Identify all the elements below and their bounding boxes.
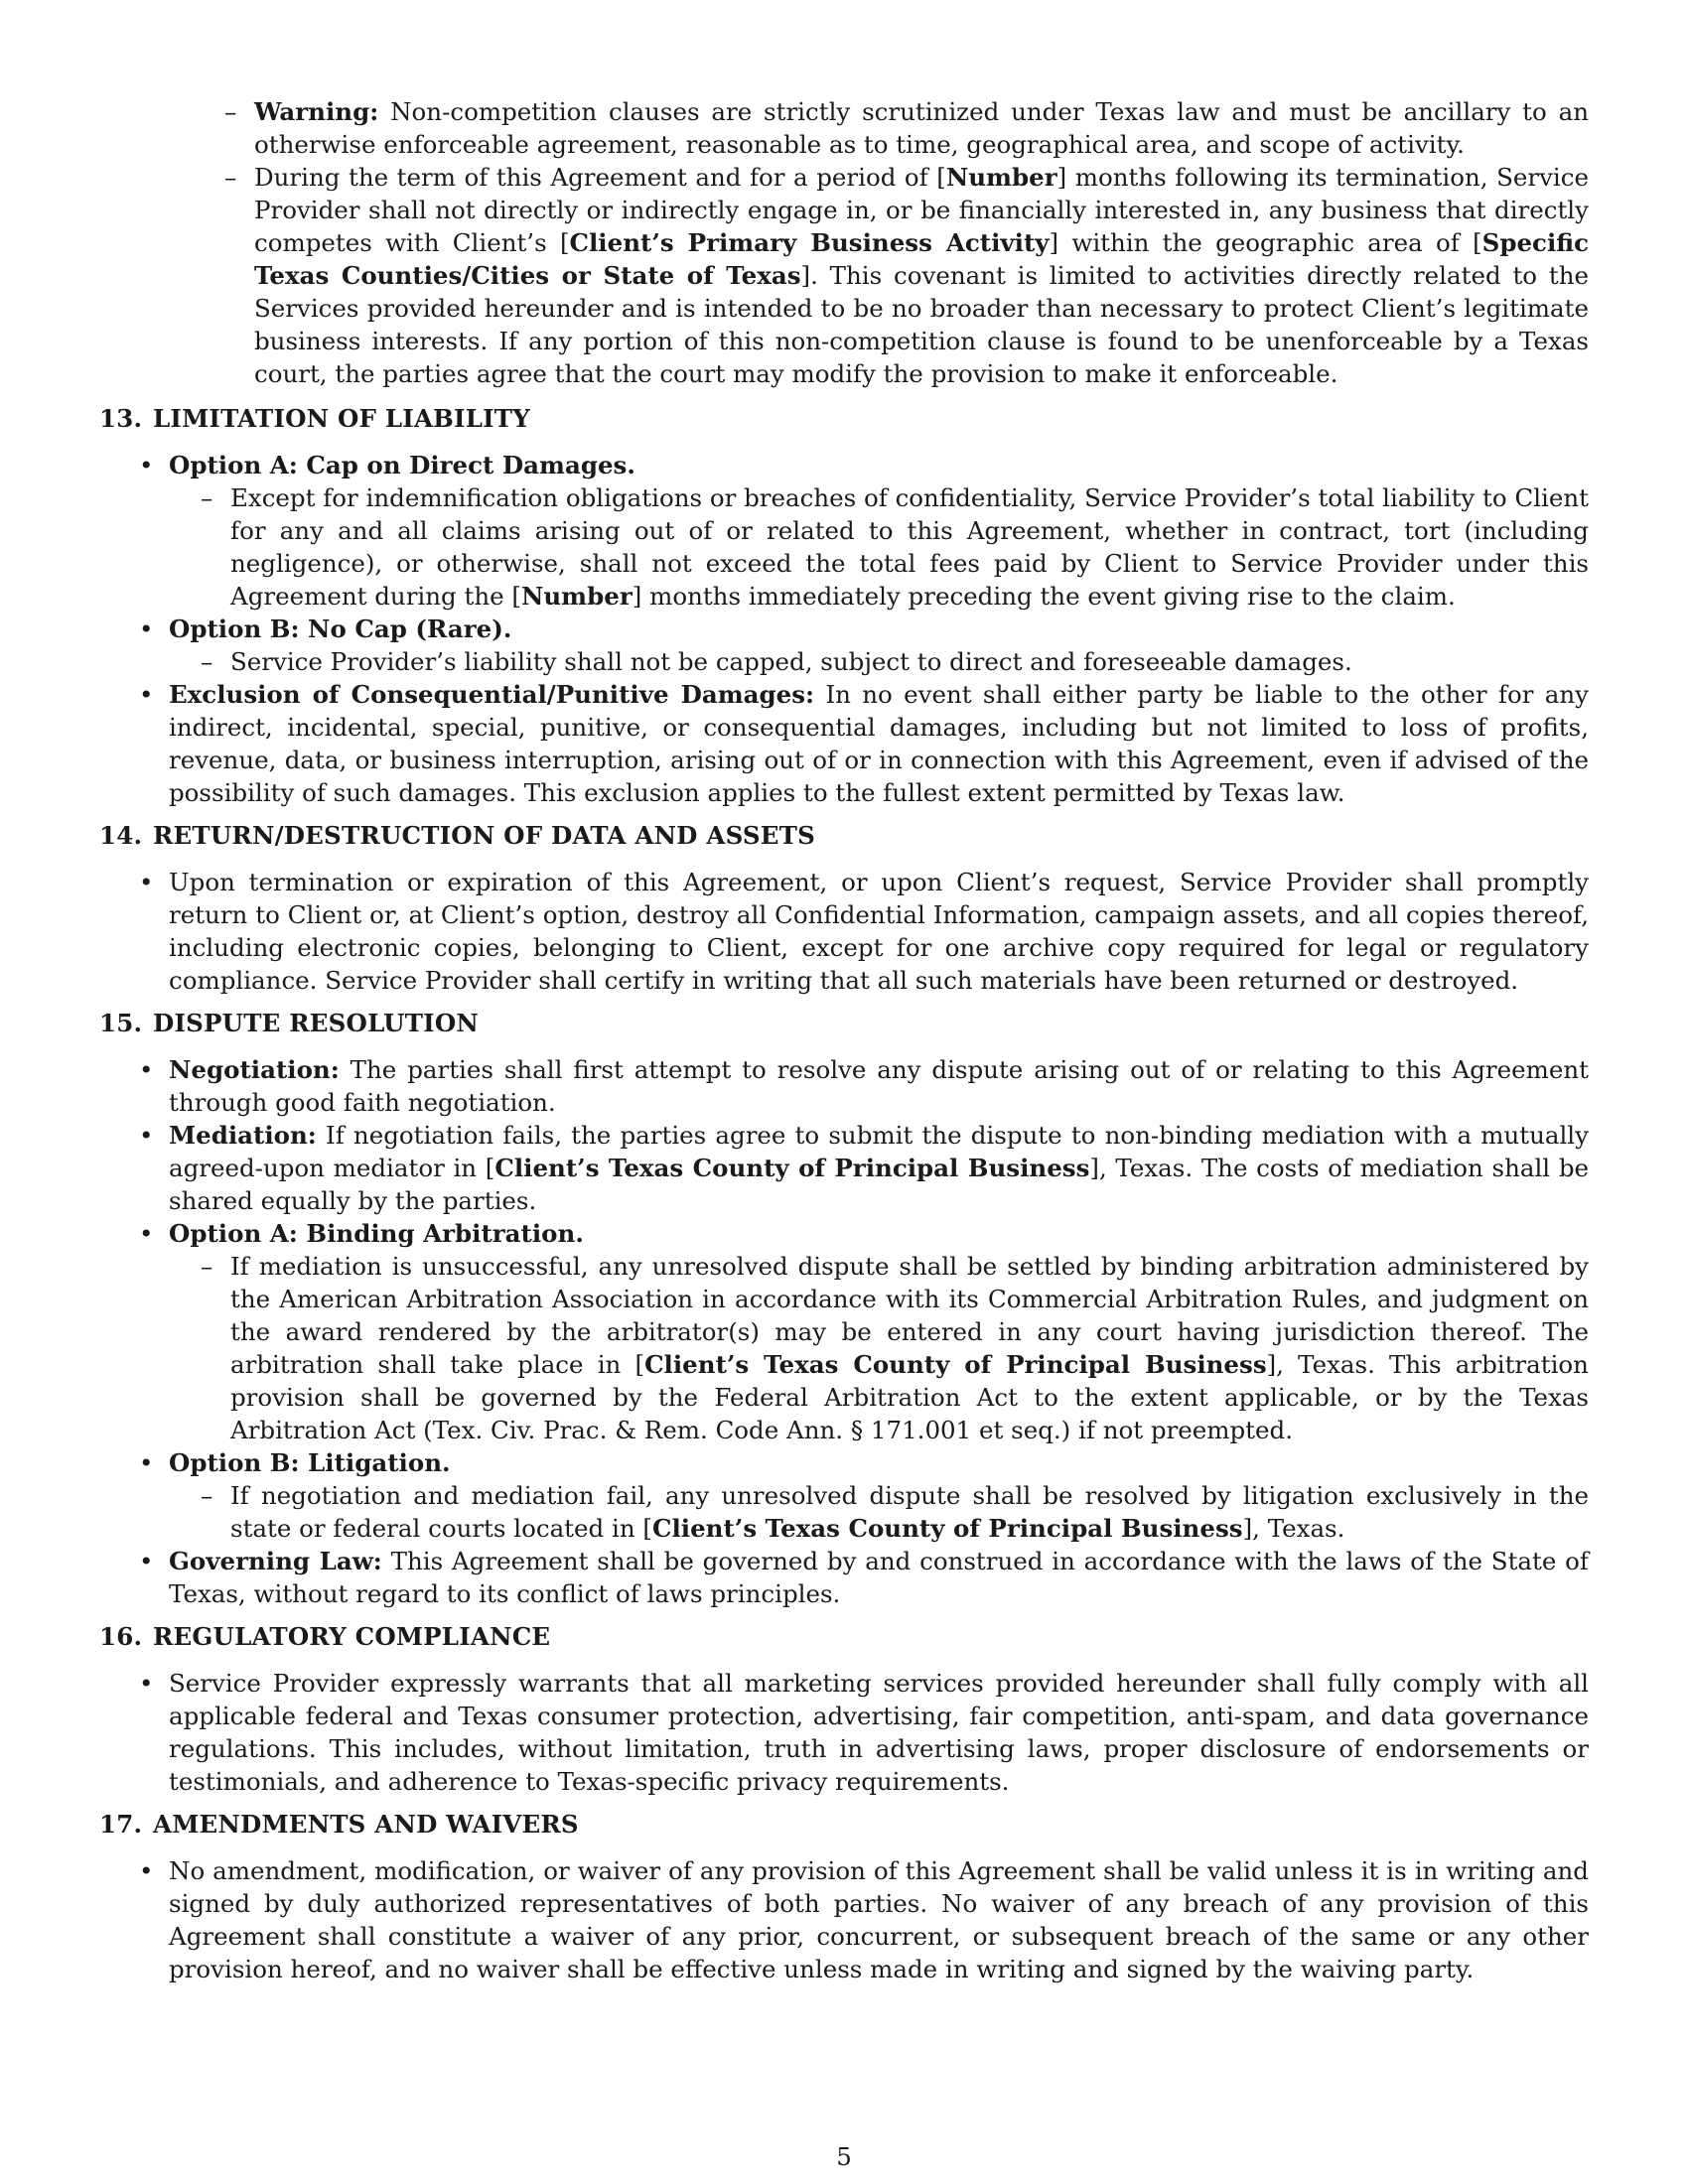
page-number: 5 bbox=[836, 2142, 852, 2171]
list-item: • No amendment, modification, or waiver of any provision of this Agreement shall be valid unless it is in writing and signed by duly authorized representatives of both parties. No waiver of any breach of any provision of this Agreement shall constitute a waiver of any prior, concurrent, or subsequent breach of the same or any other provision hereof, and no waiver shall be effective unless made in writing and signed by the waiving party. bbox=[99, 1854, 1589, 1985]
sub-list-item: – If mediation is unsuccessful, any unresolved dispute shall be settled by binding arbitration administered by the American Arbitration Association in accordance with its Commercial Arbitration Rules, and judgment on the award rendered by the arbitrator(s) may be entered in any court having jurisdiction thereof. The arbitration shall take place in [Client’s Texas County of Principal Business], Texas. This arbitration provision shall be governed by the Federal Arbitration Act to the extent applicable, or by the Texas Arbitration Act (Tex. Civ. Prac. & Rem. Code Ann. § 171.001 et seq.) if not preempted. bbox=[169, 1250, 1589, 1446]
section-heading: 15. DISPUTE RESOLUTION bbox=[99, 1009, 479, 1037]
document-page bbox=[99, 95, 1589, 1985]
sub-list-item: – Except for indemnification obligations or breaches of confidentiality, Service Provider’s total liability to Client for any and all claims arising out of or related to this Agreement, whether in contract, tort (including negligence), or otherwise, shall not exceed the total fees paid by Client to Service Provider under this Agreement during the [Number] months immediately preceding the event giving rise to the claim. bbox=[169, 481, 1589, 613]
list-item: • Governing Law: This Agreement shall be governed by and construed in accordance with the laws of the State of Texas, without regard to its conflict of laws principles. bbox=[99, 1545, 1589, 1610]
list-item: • Service Provider expressly warrants that all marketing services provided hereunder shall fully comply with all applicable federal and Texas consumer protection, advertising, fair competition, anti-spam, and data governance regulations. This includes, without limitation, truth in advertising laws, proper disclosure of endorsements or testimonials, and adherence to Texas-specific privacy requirements. bbox=[99, 1667, 1589, 1798]
section-heading: 13. LIMITATION OF LIABILITY bbox=[99, 404, 530, 433]
list-item: • Option A: Binding Arbitration. – If mediation is unsuccessful, any unresolved dispute shall be settled by binding arbitration administered by the American Arbitration Association in accordance with its Commercial Arbitration Rules, and judgment on the award rendered by the arbitrator(s) may be entered in any court having jurisdiction thereof. The arbitration shall take place in [Client’s Texas County of Principal Business], Texas. This arbitration provision shall be governed by the Federal Arbitration Act to the extent applicable, or by the Texas Arbitration Act (Tex. Civ. Prac. & Rem. Code Ann. § 171.001 et seq.) if not preempted. bbox=[99, 1217, 1589, 1446]
list-item: • Option A: Cap on Direct Damages. – Except for indemnification obligations or breaches of confidentiality, Service Provider’s total liability to Client for any and all claims arising out of or related to this Agreement, whether in contract, tort (including negligence), or otherwise, shall not exceed the total fees paid by Client to Service Provider under this Agreement during the [Number] months immediately preceding the event giving rise to the claim. bbox=[99, 449, 1589, 613]
list-item: • Option B: No Cap (Rare). – Service Provider’s liability shall not be capped, subject to direct and foreseeable damages. bbox=[99, 613, 1589, 678]
section-14 bbox=[99, 819, 1589, 997]
section-heading: 16. REGULATORY COMPLIANCE bbox=[99, 1622, 551, 1651]
list-item: • Exclusion of Consequential/Punitive Damages: In no event shall either party be liable to the other for any indirect, incidental, special, punitive, or consequential damages, including but not limited to loss of profits, revenue, data, or business interruption, arising out of or in connection with this Agreement, even if advised of the possibility of such damages. This exclusion applies to the fullest extent permitted by Texas law. bbox=[99, 678, 1589, 809]
sub-list-item: – If negotiation and mediation fail, any unresolved dispute shall be resolved by litigation exclusively in the state or federal courts located in [Client’s Texas County of Principal Business], Texas. bbox=[169, 1479, 1589, 1545]
section-17 bbox=[99, 1808, 1589, 1985]
non-compete-warning: – Warning: Non-competition clauses are strictly scrutinized under Texas law and must be ancillary to an otherwise enforceable agreement, reasonable as to time, geographical area, and scope of activity. bbox=[193, 95, 1589, 161]
list-item: • Negotiation: The parties shall first attempt to resolve any dispute arising out of or relating to this Agreement through good faith negotiation. bbox=[99, 1053, 1589, 1119]
list-item: • Option B: Litigation. – If negotiation and mediation fail, any unresolved dispute shall be resolved by litigation exclusively in the state or federal courts located in [Client’s Texas County of Principal Business], Texas. bbox=[99, 1446, 1589, 1545]
section-13 bbox=[99, 402, 1589, 809]
section-16 bbox=[99, 1620, 1589, 1798]
section-15 bbox=[99, 1007, 1589, 1610]
sub-list-item: – Service Provider’s liability shall not be capped, subject to direct and foreseeable damages. bbox=[169, 645, 1589, 678]
list-item: • Upon termination or expiration of this Agreement, or upon Client’s request, Service Provider shall promptly return to Client or, at Client’s option, destroy all Confidential Information, campaign assets, and all copies thereof, including electronic copies, belonging to Client, except for one archive copy required for legal or regulatory compliance. Service Provider shall certify in writing that all such materials have been returned or destroyed. bbox=[99, 866, 1589, 997]
section-heading: 17. AMENDMENTS AND WAIVERS bbox=[99, 1810, 579, 1839]
section-heading: 14. RETURN/DESTRUCTION OF DATA AND ASSETS bbox=[99, 821, 816, 850]
list-item: • Mediation: If negotiation fails, the parties agree to submit the dispute to non-binding mediation with a mutually agreed-upon mediator in [Client’s Texas County of Principal Business], Texas. The costs of mediation shall be shared equally by the parties. bbox=[99, 1119, 1589, 1217]
section-12-continuation bbox=[99, 95, 1589, 390]
non-compete-covenant: – During the term of this Agreement and for a period of [Number] months following its termination, Service Provider shall not directly or indirectly engage in, or be financially interested in, any business that directly competes with Client’s [Client’s Primary Business Activity] within the geographic area of [Specific Texas Counties/Cities or State of Texas]. This covenant is limited to activities directly related to the Services provided hereunder and is intended to be no broader than necessary to protect Client’s legitimate business interests. If any portion of this non-competition clause is found to be unenforceable by a Texas court, the parties agree that the court may modify the provision to make it enforceable. bbox=[193, 161, 1589, 390]
